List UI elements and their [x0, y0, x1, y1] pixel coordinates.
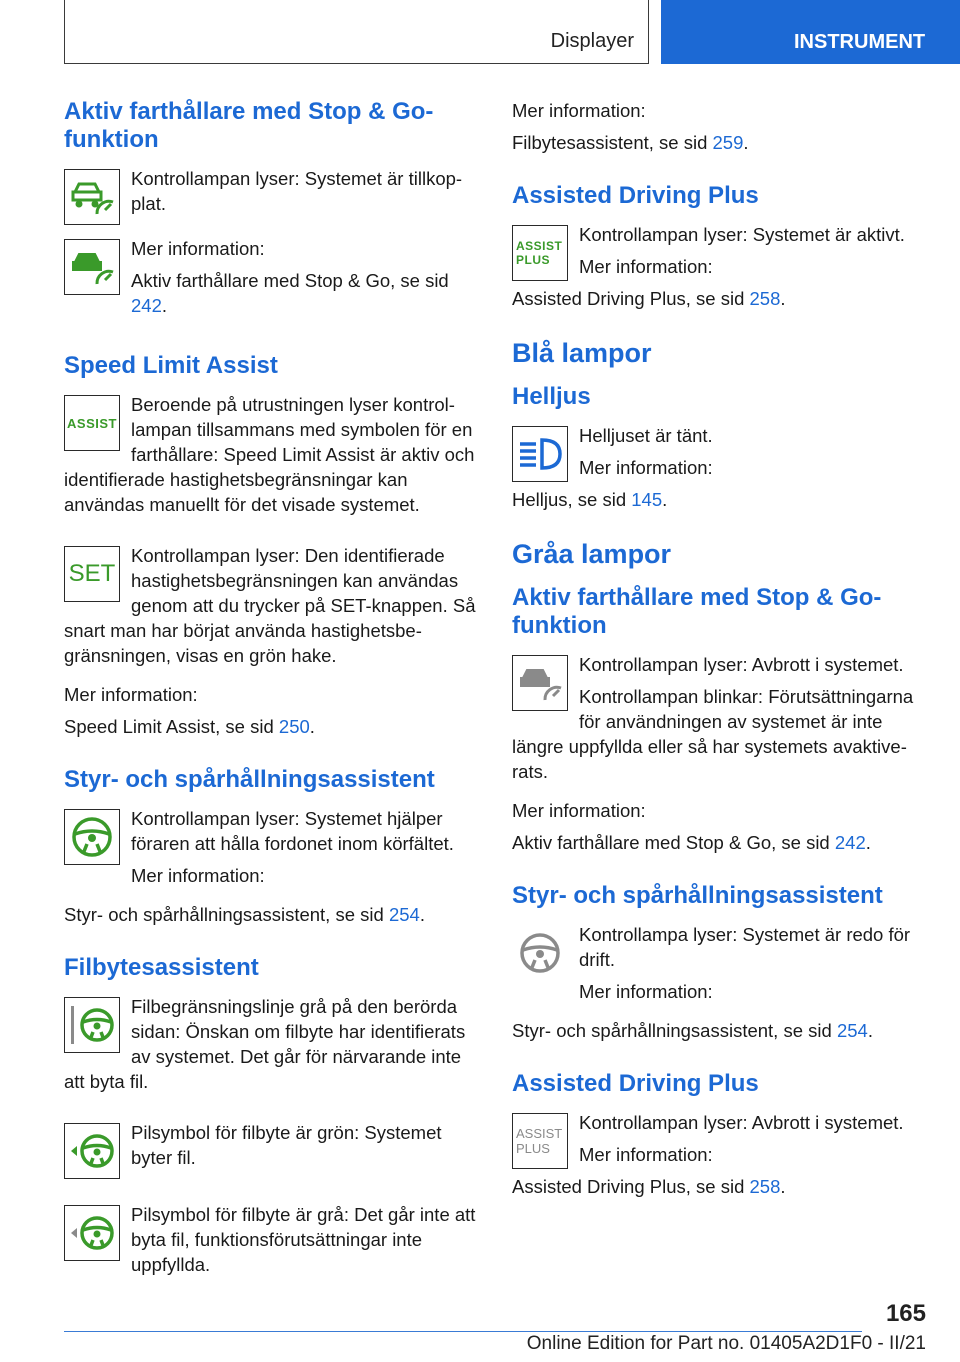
page-number: 165: [885, 1300, 926, 1327]
speed-limit-reference: Speed Limit Assist, se sid 250.: [64, 716, 315, 737]
acc-page-link[interactable]: 242: [131, 295, 162, 316]
steering-grey-more-info: Mer information:: [579, 981, 713, 1002]
footer-divider: [64, 1331, 862, 1332]
acc-more-info: Mer information:: [131, 238, 265, 259]
entry-acc-grey: [512, 652, 928, 791]
lane-reference: Filbytesassistent, se sid 259.: [512, 132, 749, 153]
entry-steering-grey: [512, 922, 928, 1011]
section-title-steering: Styr- och spårhållningsassistent: [64, 766, 435, 793]
steering-ref-text: Styr- och spårhållningsassistent, se sid: [64, 904, 389, 925]
right-column: [512, 98, 928, 1213]
steering-grey-reference: Styr- och spårhållningsassistent, se sid 254.: [512, 1020, 873, 1041]
steering-text-1: Kontrollampan lyser: Systemet hjälper föraren att hålla fordonet inom körfältet.: [131, 808, 454, 854]
header-section-label: Displayer: [550, 30, 634, 52]
acc-grey-more-info: Mer information:: [512, 800, 646, 821]
speed-limit-page-link[interactable]: 250: [278, 716, 310, 737]
section-title-lane-change: Filbytesassistent: [64, 954, 259, 981]
lane-arrow-green-icon: [64, 1123, 120, 1179]
steering-reference: Styr- och spårhållningsassistent, se sid 254.: [64, 904, 425, 925]
section-title-adp: Assisted Driving Plus: [512, 182, 759, 209]
lane-arrow-grey-icon: [64, 1205, 120, 1261]
speed-limit-more-info: Mer information:: [64, 684, 198, 705]
acc-grey-text-1: Kontrollampan lyser: Avbrott i systemet.: [579, 654, 904, 675]
entry-adp-green: [512, 222, 928, 318]
entry-speed-limit-set: [64, 543, 476, 675]
left-column: [64, 98, 476, 1291]
steering-more-info: Mer information:: [131, 865, 265, 886]
entry-lane-arrow-green: [64, 1120, 476, 1183]
adp-grey-text-1: Kontrollampan lyser: Avbrott i systemet.: [579, 1112, 904, 1133]
assist-plus-label-2: PLUS: [516, 253, 551, 267]
section-title-steering-grey: Styr- och spårhållningsassistent: [512, 882, 883, 909]
high-beam-more-info: Mer information:: [579, 457, 713, 478]
entry-speed-limit-assist: [64, 392, 476, 524]
adp-grey-more-info: Mer information:: [579, 1144, 713, 1165]
adp-text-1: Kontrollampan lyser: Systemet är aktivt.: [579, 224, 905, 245]
acc-ref-text: Aktiv farthållare med Stop & Go, se sid: [131, 270, 449, 291]
entry-lane-arrow-grey: [64, 1202, 476, 1284]
assist-icon-label: ASSIST: [67, 415, 117, 431]
header-tab-instrument[interactable]: INSTRUMENT: [661, 0, 960, 64]
high-beam-page-link[interactable]: 145: [631, 489, 663, 510]
set-icon: [64, 546, 120, 602]
section-title-high-beam: Helljus: [512, 383, 591, 410]
entry-acc-green: [64, 166, 476, 229]
assist-plus-green-icon: [512, 225, 568, 281]
adp-more-info: Mer information:: [579, 256, 713, 277]
steering-grey-ref-text: Styr- och spårhållningsassistent, se sid: [512, 1020, 837, 1041]
acc-grey-ref-text: Aktiv farthållare med Stop & Go, se sid: [512, 832, 835, 853]
speed-limit-text-2: Kontrollampan lyser: Den identifierade hastighetsbegränsningen kan användas genom att du trycker på SET-knappen. Så snart man har börjat använda hastighetsbe-gränsningen, visas en grön hake.: [64, 545, 476, 666]
acc-car-grey-icon: [512, 655, 568, 711]
assist-plus-grey-label-1: ASSIST: [516, 1126, 563, 1141]
lane-change-text-1: Filbegränsningslinje grå på den berörda sidan: Önskan om filbyte har identifierats av systemet. Det går för närvarande inte att byta fil.: [64, 996, 466, 1092]
acc-car-green-icon: [64, 169, 120, 225]
footer-edition: Online Edition for Part no. 01405A2D1F0 - II/21: [526, 1333, 926, 1354]
set-icon-label: SET: [68, 560, 116, 587]
high-beam-icon: [512, 426, 568, 482]
steering-wheel-grey-icon: [512, 925, 568, 981]
entry-acc-green-2: [64, 236, 476, 325]
high-beam-text-1: Helljuset är tänt.: [579, 425, 713, 446]
adp-grey-reference: Assisted Driving Plus, se sid 258.: [512, 1176, 786, 1197]
adp-page-link[interactable]: 258: [749, 288, 781, 309]
assist-plus-label-1: ASSIST: [516, 239, 563, 253]
entry-lane-boundary: [64, 994, 476, 1101]
adp-grey-page-link[interactable]: 258: [749, 1176, 781, 1197]
acc-grey-page-link[interactable]: 242: [834, 832, 866, 853]
speed-limit-text-1: Beroende på utrustningen lyser kontrol-lampan tillsammans med symbolen för en farthållare: Speed Limit Assist är aktiv och identifierade hastighetsbegränsningar kan användas manuellt för det visade systemet.: [64, 394, 475, 515]
adp-grey-ref-text: Assisted Driving Plus, se sid: [512, 1176, 750, 1197]
acc-car-green-filled-icon: [64, 239, 120, 295]
heading-grey-lamps: Gråa lampor: [512, 539, 672, 569]
adp-ref-text: Assisted Driving Plus, se sid: [512, 288, 750, 309]
lane-boundary-grey-icon: [64, 997, 120, 1053]
high-beam-reference: Helljus, se sid 145.: [512, 489, 668, 510]
assist-plus-grey-icon: [512, 1113, 568, 1169]
steering-grey-text-1: Kontrollampa lyser: Systemet är redo för drift.: [579, 924, 911, 970]
section-title-speed-limit: Speed Limit Assist: [64, 352, 278, 379]
lane-more-info: Mer information:: [512, 100, 646, 121]
steering-wheel-green-icon: [64, 809, 120, 865]
assist-icon: [64, 395, 120, 451]
steering-grey-page-link[interactable]: 254: [836, 1020, 868, 1041]
entry-high-beam: [512, 423, 928, 519]
section-title-acc: Aktiv farthållare med Stop & Go-funktion: [64, 98, 434, 153]
assist-plus-grey-label-2: PLUS: [516, 1141, 550, 1156]
lane-ref-text: Filbytesassistent, se sid: [512, 132, 713, 153]
acc-grey-text-2: Kontrollampan blinkar: Förutsättningarna för användningen av systemet är inte längre uppfyllda eller så har systemets avaktive-rats.: [512, 686, 914, 782]
lane-change-text-3: Pilsymbol för filbyte är grå: Det går inte att byta fil, funktionsförutsättningar inte uppfyllda.: [131, 1204, 476, 1275]
lane-page-link[interactable]: 259: [712, 132, 744, 153]
acc-grey-reference: Aktiv farthållare med Stop & Go, se sid 242.: [512, 832, 871, 853]
acc-reference: Aktiv farthållare med Stop & Go, se sid 242.: [131, 270, 449, 316]
adp-reference: Assisted Driving Plus, se sid 258.: [512, 288, 786, 309]
high-beam-ref-text: Helljus, se sid: [512, 489, 632, 510]
steering-page-link[interactable]: 254: [388, 904, 420, 925]
entry-steering-green: [64, 806, 476, 895]
section-title-acc-grey: Aktiv farthållare med Stop & Go-funktion: [512, 584, 882, 639]
speed-limit-ref-text: Speed Limit Assist, se sid: [64, 716, 279, 737]
heading-blue-lamps: Blå lampor: [512, 338, 652, 368]
entry-adp-grey: [512, 1110, 928, 1206]
acc-text-1: Kontrollampan lyser: Systemet är tillkop-plat.: [131, 168, 463, 214]
lane-change-text-2: Pilsymbol för filbyte är grön: Systemet byter fil.: [131, 1122, 442, 1168]
header-section-box: [64, 0, 649, 64]
section-title-adp-grey: Assisted Driving Plus: [512, 1070, 759, 1097]
